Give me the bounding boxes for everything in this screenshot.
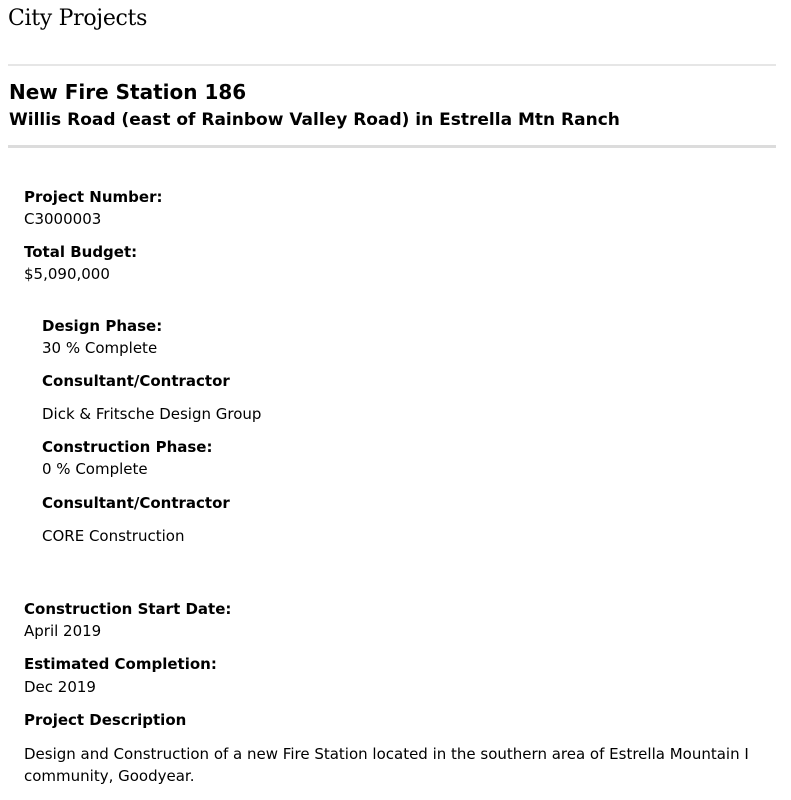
construction-start-label: Construction Start Date: (24, 600, 232, 618)
total-budget-label: Total Budget: (24, 243, 138, 261)
design-phase-label: Design Phase: (42, 317, 163, 335)
construction-phase-value: 0 % Complete (42, 460, 148, 478)
construction-consultant-value: CORE Construction (42, 527, 185, 545)
project-description-text (24, 743, 791, 787)
project-number-value: C3000003 (24, 210, 102, 228)
construction-start-value: April 2019 (24, 622, 102, 640)
estimated-completion-value: Dec 2019 (24, 678, 96, 696)
estimated-completion-label: Estimated Completion: (24, 655, 217, 673)
construction-phase-label: Construction Phase: (42, 438, 213, 456)
construction-consultant-label: Consultant/Contractor (42, 494, 230, 512)
design-consultant-value: Dick & Fritsche Design Group (42, 405, 262, 423)
design-phase-value: 30 % Complete (42, 339, 158, 357)
project-name: New Fire Station 186 (9, 80, 247, 104)
project-description-label: Project Description (24, 711, 187, 729)
header-divider (8, 64, 776, 66)
title-divider (8, 145, 776, 148)
project-description-line-1: Design and Construction of a new Fire Station located in the southern area of Estrella Mountain I (24, 745, 749, 763)
project-location: Willis Road (east of Rainbow Valley Road) in Estrella Mtn Ranch (9, 110, 620, 130)
site-title: City Projects (8, 6, 148, 31)
total-budget-value: $5,090,000 (24, 265, 110, 283)
design-consultant-label: Consultant/Contractor (42, 372, 230, 390)
project-description-line-2: community, Goodyear. (24, 767, 195, 785)
project-number-label: Project Number: (24, 188, 163, 206)
